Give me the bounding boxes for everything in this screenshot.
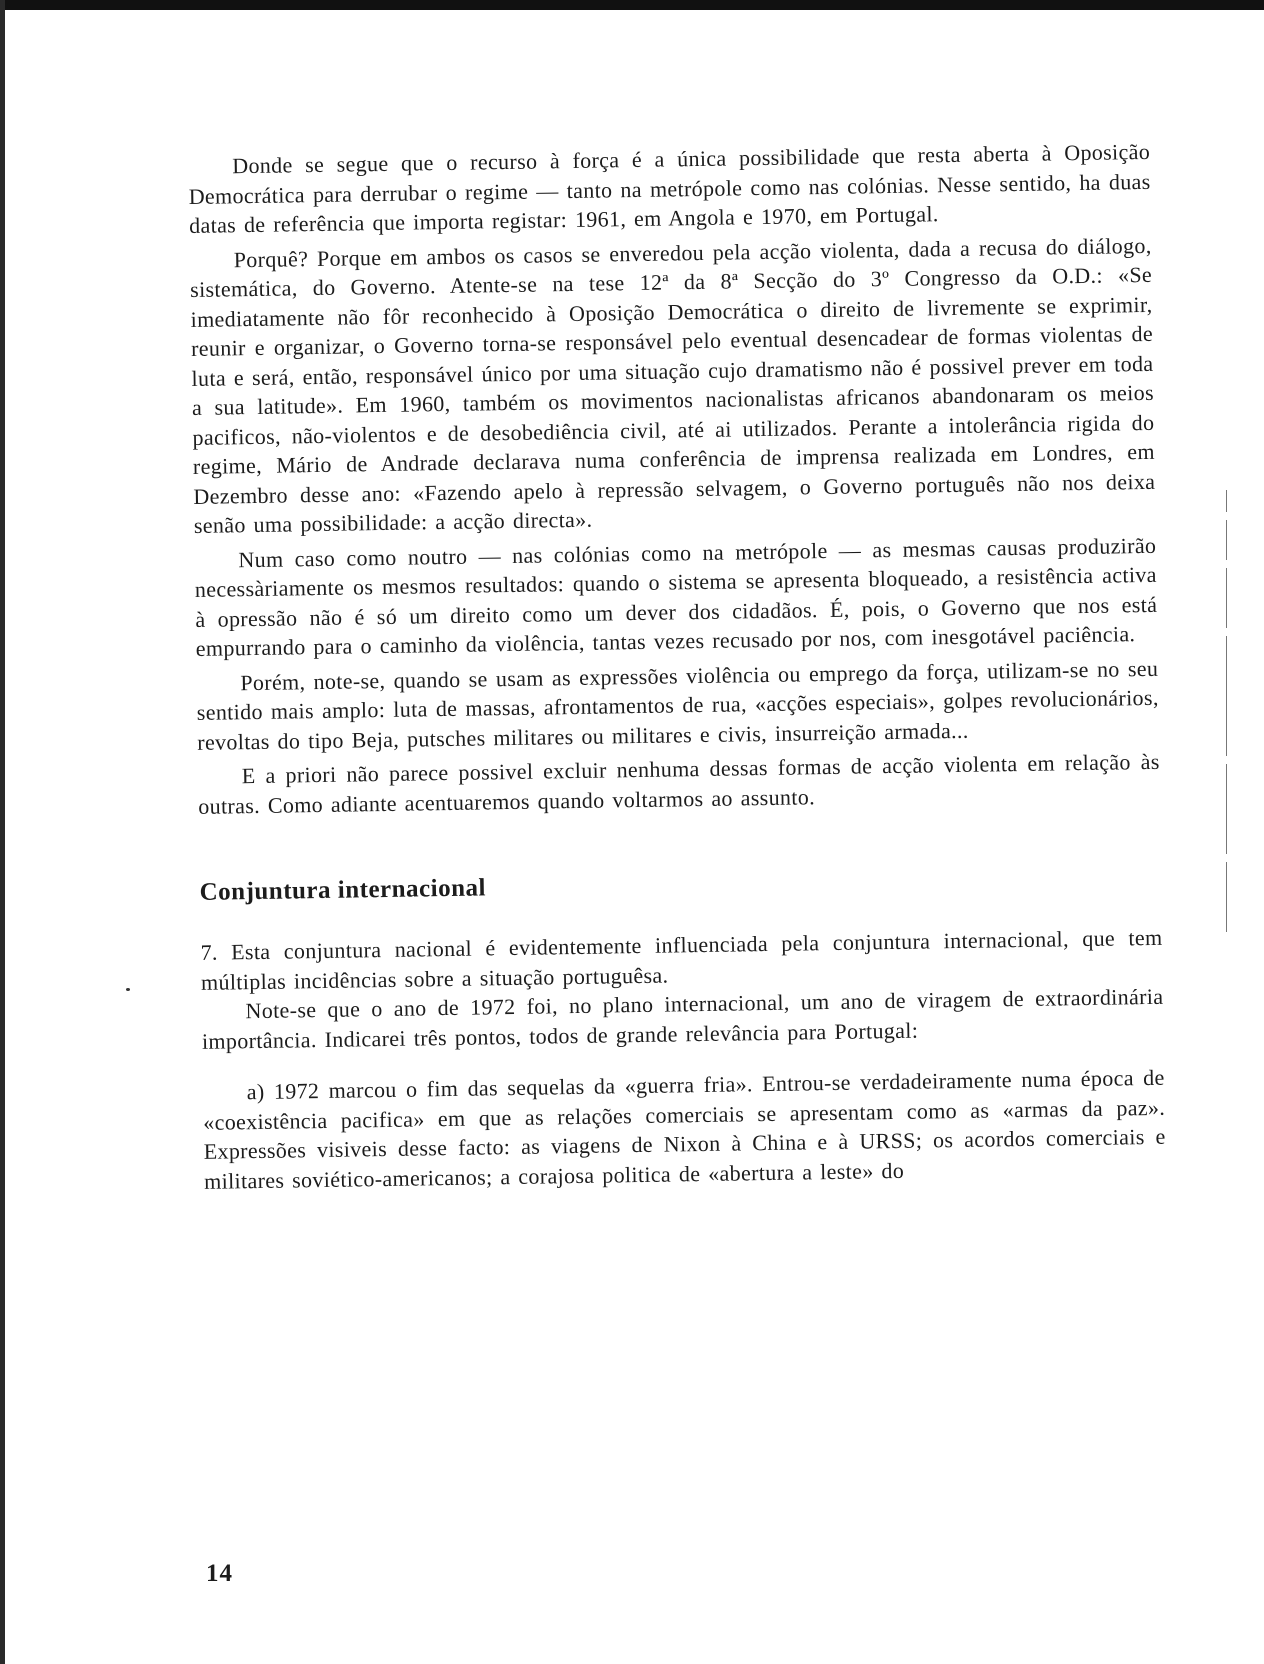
paragraph-4: Porém, note-se, quando se usam as expressões violência ou emprego da força, utilizam-se no seu sentido mais amplo: luta de massas, afrontamentos de rua, «acções especiais», golpes revolucionários, revoltas do tipo Beja, putsches militares ou militares e civis, insurreição armada... <box>196 655 1159 755</box>
scan-left-border <box>0 0 5 1664</box>
paragraph-3: Num caso como noutro — nas colónias como na metrópole — as mesmas causas produzirão necessàriamente os mesmos resultados: quando o sistema se apresenta bloqueado, a resistência activa à opressão não é só um direito como um dever dos cidadãos. É, pois, o Governo que nos está empurrando para o caminho da violência, tantas vezes recusado por nos, com inesgotável paciência. <box>194 532 1158 661</box>
section-paragraph-3: a) 1972 marcou o fim das sequelas da «guerra fria». Entrou-se verdadeiramente numa época de «coexistência pacifica» em que as relações comerciais se apresentam como as «armas da paz». Expressões visiveis desse facto: as viagens de Nixon à China e à URSS; os acordos comerciais e militares soviético-americanos; a corajosa politica de «abertura a leste» do <box>203 1064 1166 1194</box>
paragraph-5: E a priori não parece possivel excluir nenhuma dessas formas de acção violenta em relação às outras. Como adiante acentuaremos quando voltarmos ao assunto. <box>198 748 1160 819</box>
scan-top-border <box>0 0 1264 10</box>
margin-marks <box>1226 490 1228 970</box>
section-heading: Conjuntura internacional <box>199 874 487 906</box>
section-paragraph-1: 7. Esta conjuntura nacional é evidentemente influenciada pela conjuntura internacional, que tem múltiplas incidências sobre a situação portuguêsa. <box>200 924 1163 995</box>
scan-speck <box>126 988 130 991</box>
section-paragraph-2: Note-se que o ano de 1972 foi, no plano internacional, um ano de viragem de extraordinária importância. Indicarei três pontos, todos de grande relevância para Portugal: <box>201 983 1164 1054</box>
page-number: 14 <box>206 1560 233 1587</box>
document-page <box>188 137 1166 1196</box>
paragraph-1: Donde se segue que o recurso à força é a única possibilidade que resta aberta à Oposição Democrática para derrubar o regime — tanto na metrópole como nas colónias. Nesse sentido, ha duas datas de referência que importa registar: 1961, em Angola e 1970, em Portugal. <box>188 138 1151 238</box>
paragraph-2: Porquê? Porque em ambos os casos se enveredou pela acção violenta, dada a recusa do diálogo, sistemática, do Governo. Atente-se na tese 12ª da 8ª Secção do 3º Congresso da O.D.: «Se imediatamente não fôr reconhecido à Oposição Democrática o direito de livremente se exprimir, reunir e organizar, o Governo torna-se responsável pelo eventual desencadear de formas violentas de luta e será, então, responsável único por uma situação cujo dramatismo não é possivel prever em toda a sua latitude». Em 1960, também os movimentos nacionalistas africanos abandonaram os meios pacificos, não-violentos e de desobediência civil, até ai utilizados. Perante a intolerância rigida do regime, Mário de Andrade declarava numa conferência de imprensa realizada em Londres, em Dezembro desse ano: «Fazendo apelo à repressão selvagem, o Governo português não nos deixa senão uma possibilidade: a acção directa». <box>189 232 1156 538</box>
